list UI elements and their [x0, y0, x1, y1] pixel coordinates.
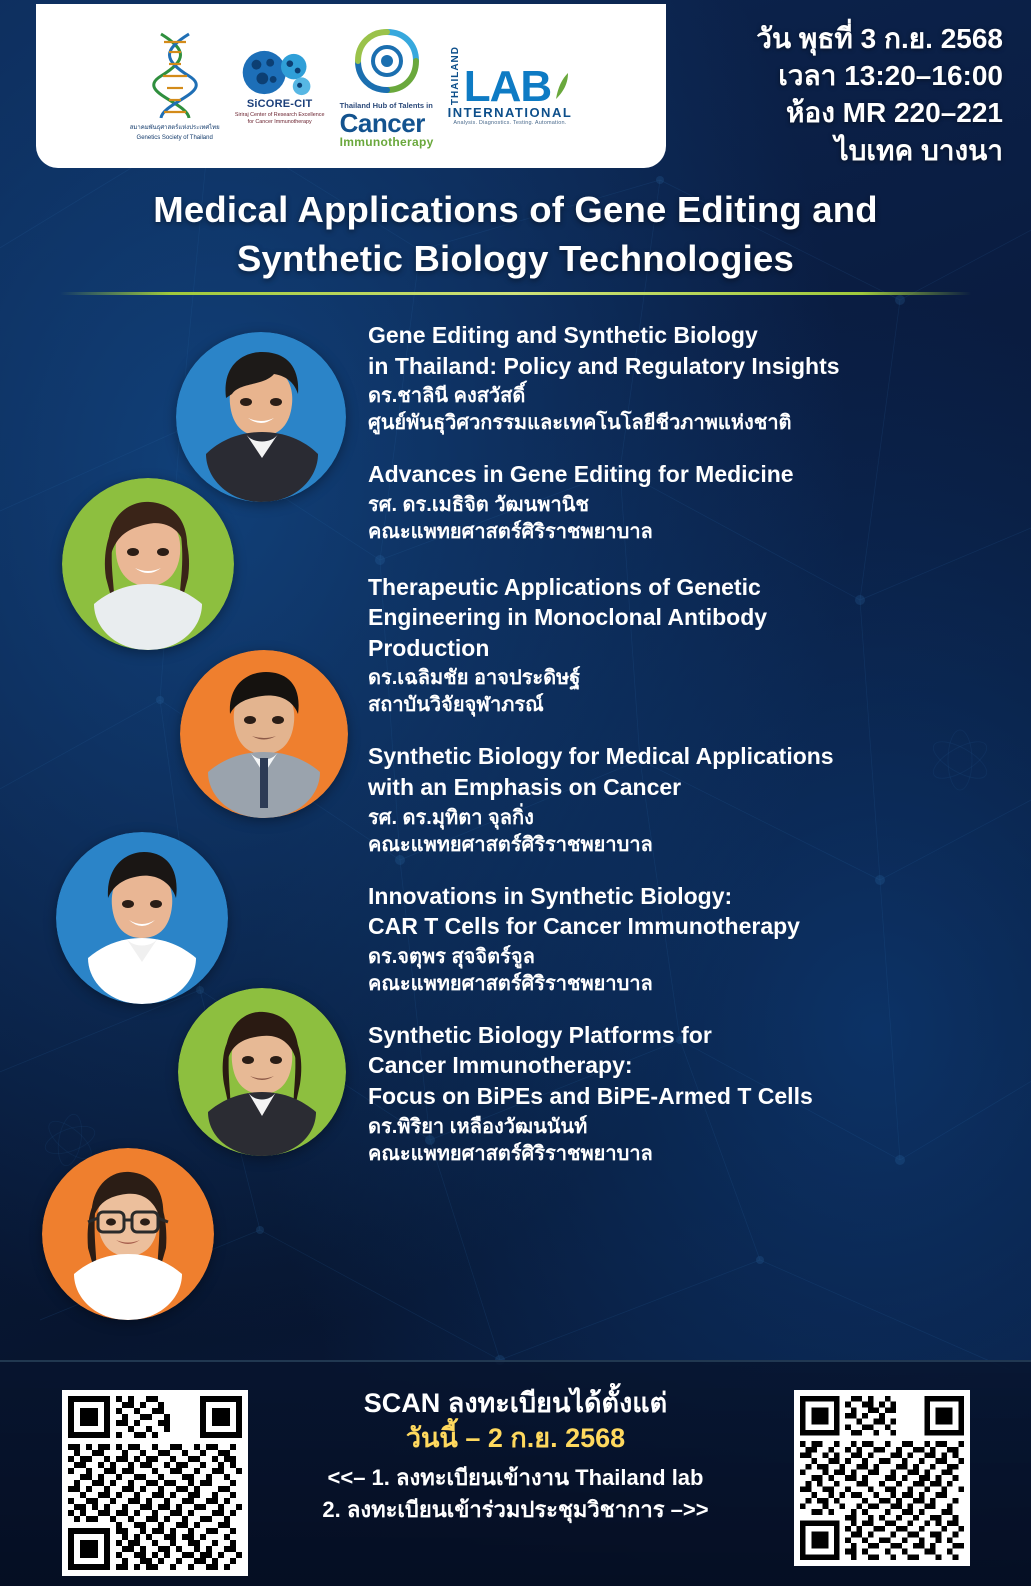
talk-title-line: Gene Editing and Synthetic Biology	[368, 322, 758, 348]
talk-affiliation: คณะแพทยศาสตร์ศิริราชพยาบาล	[368, 972, 653, 995]
talk-title-line: Production	[368, 634, 490, 661]
talk-speaker: ดร.ชาลินี คงสวัสดิ์	[368, 385, 526, 408]
genetics-society-caption-en: Genetics Society of Thailand	[136, 135, 213, 141]
speaker-portrait-5	[178, 988, 346, 1156]
genetics-society-caption-th: สมาคมพันธุศาสตร์แห่งประเทศไทย	[129, 125, 220, 132]
talk-title	[368, 459, 993, 490]
lab-word-text: LAB	[463, 61, 552, 111]
registration-info	[230, 1386, 801, 1526]
talk-title	[368, 320, 993, 381]
cit-cancer-text: Cancer	[339, 107, 425, 138]
page-title-line1: Medical Applications of Gene Editing and	[153, 189, 878, 230]
qr-code-academic-meeting-image	[800, 1396, 964, 1560]
talk-speaker: ดร.เฉลิมชัย อาจประดิษฐ์	[368, 667, 581, 690]
talk-title-line: Synthetic Biology Platforms for	[368, 1021, 712, 1048]
lab-international-text: INTERNATIONAL	[447, 105, 573, 121]
talk-title-line: Engineering in Monoclonal Antibody	[368, 604, 768, 631]
talk-title	[368, 1020, 993, 1112]
talk-affiliation: ศูนย์พันธุวิศวกรรมและเทคโนโลยีชีวภาพแห่งชาติ	[368, 412, 792, 435]
talk-item	[368, 881, 993, 998]
talk-speaker: ดร.จตุพร สุจจิตร์จูล	[368, 945, 535, 968]
page-title-line2: Synthetic Biology Technologies	[237, 237, 794, 279]
registration-step-1: <<– 1. ลงทะเบียนเข้างาน Thailand lab	[327, 1465, 704, 1491]
talk-affiliation: คณะแพทยศาสตร์ศิริราชพยาบาล	[368, 1142, 653, 1165]
event-date: วัน พุธที่ 3 ก.ย. 2568	[756, 23, 1003, 54]
cit-hub-text: Thailand Hub of Talents in	[339, 101, 433, 111]
genetics-society-thailand-logo	[130, 30, 220, 142]
scan-instruction: SCAN ลงทะเบียนได้ตั้งแต่	[363, 1388, 668, 1418]
talk-title-line: CAR T Cells for Cancer Immunotherapy	[368, 913, 800, 940]
talk-title-line: with an Emphasis on Cancer	[368, 774, 682, 801]
event-room: ห้อง MR 220–221	[785, 97, 1003, 129]
speaker-portrait-3	[180, 650, 348, 818]
talk-item	[368, 1020, 993, 1168]
dna-icon	[147, 30, 203, 122]
qr-code-thailand-lab[interactable]	[62, 1390, 248, 1576]
lab-tagline-text: Analysis. Diagnostics. Testing. Automation.	[453, 120, 567, 127]
talk-title-line: Cancer Immunotherapy:	[368, 1052, 633, 1079]
cit-immunotherapy-text: Immunotherapy	[339, 134, 434, 149]
event-time: เวลา 13:20–16:00	[778, 60, 1003, 92]
talk-title-line: Focus on BiPEs and BiPE-Armed T Cells	[368, 1082, 813, 1109]
talk-title-line: Synthetic Biology for Medical Applications	[368, 743, 834, 770]
sicore-title: SiCORE-CIT	[246, 98, 313, 111]
event-details	[756, 20, 1003, 169]
speaker-portrait-2	[62, 478, 234, 650]
talk-title-line: Innovations in Synthetic Biology:	[368, 882, 733, 909]
talk-title-line: Advances in Gene Editing for Medicine	[368, 461, 794, 488]
speaker-portrait-4	[56, 832, 228, 1004]
title-divider	[60, 292, 971, 295]
logo-header-card	[36, 4, 666, 168]
talk-item	[368, 459, 993, 546]
talk-title	[368, 741, 993, 802]
talk-title-line: in Thailand: Policy and Regulatory Insights	[368, 352, 840, 379]
talk-item	[368, 572, 993, 720]
talk-item	[368, 320, 993, 437]
talk-title	[368, 881, 993, 942]
talk-affiliation: คณะแพทยศาสตร์ศิริราชพยาบาล	[368, 833, 653, 856]
registration-step-2: 2. ลงทะเบียนเข้าร่วมประชุมวิชาการ –>>	[322, 1497, 709, 1523]
talk-title-line: Therapeutic Applications of Genetic	[368, 573, 761, 600]
qr-code-thailand-lab-image	[68, 1396, 242, 1570]
talk-affiliation: สถาบันวิจัยจุฬาภรณ์	[368, 694, 544, 717]
immunotherapy-swirl-icon	[350, 24, 424, 98]
talk-speaker: รศ. ดร.มุทิตา จุลกิ่ง	[368, 806, 534, 829]
lab-thailand-text: THAILAND	[449, 45, 461, 106]
talk-affiliation: คณะแพทยศาสตร์ศิริราชพยาบาล	[368, 520, 653, 543]
talk-speaker: ดร.พิริยา เหลืองวัฒนนันท์	[368, 1115, 588, 1138]
cells-icon	[240, 47, 320, 98]
talk-title	[368, 572, 993, 664]
sicore-subtitle: Siriraj Center of Research Excellence for Cancer Immunotherapy	[234, 112, 325, 125]
sicore-cit-logo	[234, 47, 326, 125]
speaker-portrait-1	[176, 332, 346, 502]
event-venue: ไบเทค บางนา	[834, 134, 1003, 166]
talk-item	[368, 741, 993, 858]
qr-code-academic-meeting[interactable]	[794, 1390, 970, 1566]
talks-list	[368, 320, 993, 1190]
talk-speaker: รศ. ดร.เมธิจิต วัฒนพานิช	[368, 493, 589, 516]
page-title	[0, 186, 1031, 283]
registration-deadline: วันนี้ – 2 ก.ย. 2568	[405, 1423, 626, 1454]
speaker-portrait-6	[42, 1148, 214, 1320]
cancer-immunotherapy-logo	[340, 24, 434, 148]
thailand-lab-international-logo	[448, 46, 573, 126]
leaf-icon	[554, 71, 570, 105]
